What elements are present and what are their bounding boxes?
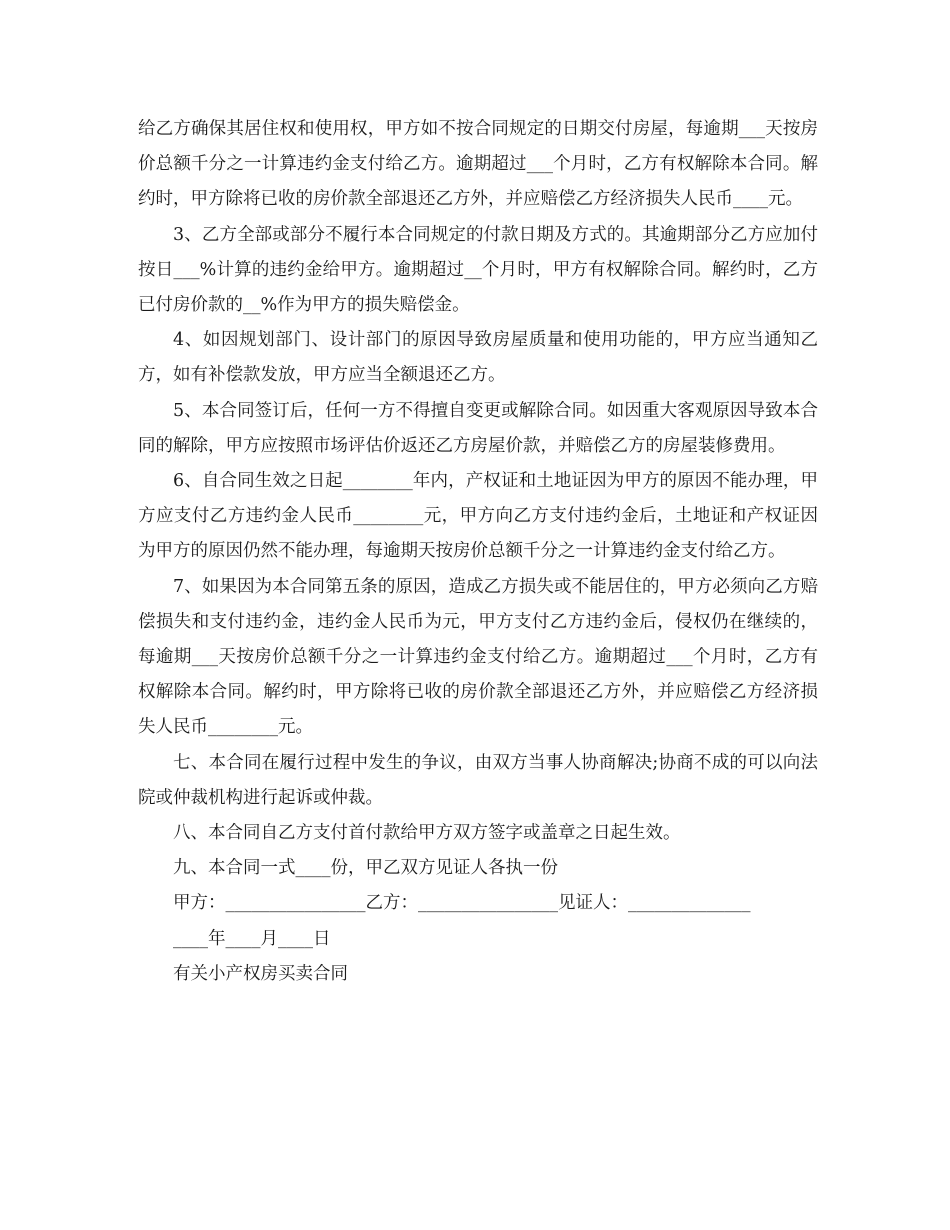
signature-line: 甲方：________________乙方：________________见证人：______________: [173, 893, 751, 914]
contract-clause-4: 4、如因规划部门、设计部门的原因导致房屋质量和使用功能的，甲方应当通知乙方，如有补偿款发放，甲方应当全额退还乙方。: [138, 330, 818, 386]
contract-article-seven: 七、本合同在履行过程中发生的争议，由双方当事人协商解决;协商不成的可以向法院或仲裁机构进行起诉或仲裁。: [138, 752, 818, 808]
contract-clause-7: 7、如果因为本合同第五条的原因，造成乙方损失或不能居住的，甲方必须向乙方赔偿损失和支付违约金，违约金人民币为元，甲方支付乙方违约金后，侵权仍在继续的，每逾期___天按房价总额千分之一计算违约金支付给乙方。逾期超过___个月时，乙方有权解除本合同。解约时，甲方除将已收的房价款全部退还乙方外，并应赔偿乙方经济损失人民币________元。: [138, 576, 818, 738]
contract-article-eight: 八、本合同自乙方支付首付款给甲方双方签字或盖章之日起生效。: [173, 823, 681, 844]
contract-clause-5: 5、本合同签订后，任何一方不得擅自变更或解除合同。如因重大客观原因导致本合同的解除，甲方应按照市场评估价返还乙方房屋价款，并赔偿乙方的房屋装修费用。: [138, 400, 818, 456]
contract-paragraph-continuation: 给乙方确保其居住权和使用权，甲方如不按合同规定的日期交付房屋，每逾期___天按房价总额千分之一计算违约金支付给乙方。逾期超过___个月时，乙方有权解除本合同。解约时，甲方除将已收的房价款全部退还乙方外，并应赔偿乙方经济损失人民币____元。: [138, 119, 818, 210]
contract-clause-3: 3、乙方全部或部分不履行本合同规定的付款日期及方式的。其逾期部分乙方应加付按日___%计算的违约金给甲方。逾期超过__个月时，甲方有权解除合同。解约时，乙方已付房价款的__%作为甲方的损失赔偿金。: [138, 224, 818, 316]
footer-title: 有关小产权房买卖合同: [173, 963, 348, 984]
date-line: ____年____月____日: [173, 928, 331, 949]
contract-clause-6: 6、自合同生效之日起________年内，产权证和土地证因为甲方的原因不能办理，甲方应支付乙方违约金人民币________元，甲方向乙方支付违约金后，土地证和产权证因为甲方的原因仍然不能办理，每逾期天按房价总额千分之一计算违约金支付给乙方。: [138, 471, 818, 562]
document-page: [138, 112, 818, 992]
contract-article-nine: 九、本合同一式____份，甲乙双方见证人各执一份: [173, 858, 558, 879]
